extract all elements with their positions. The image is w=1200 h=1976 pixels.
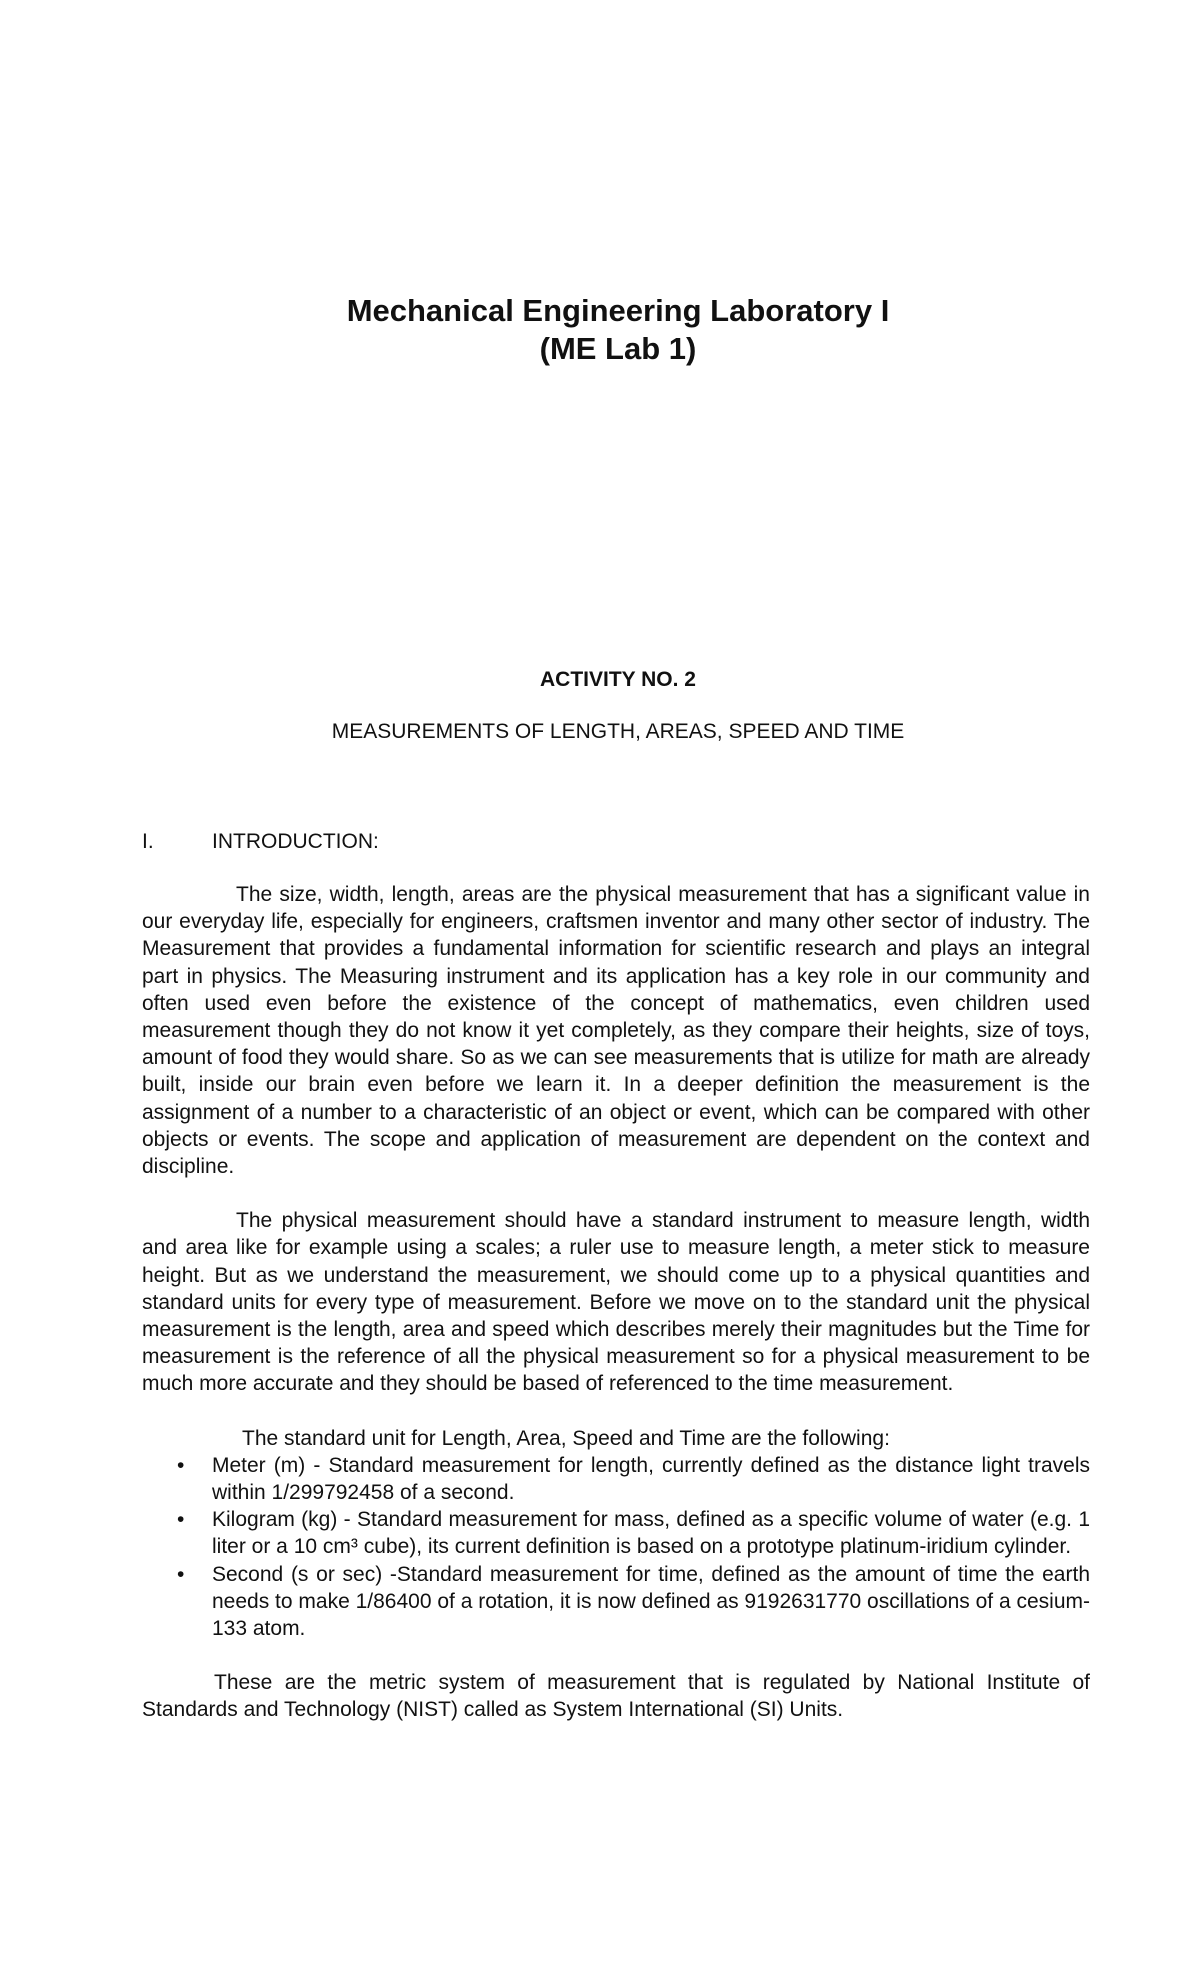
course-title: [0, 292, 1200, 368]
unit-kilogram: Kilogram (kg) - Standard measurement for mass, defined as a specific volume of water (e.g. 1 liter or a 10 cm³ cube), its current definition is based on a prototype platinum-iridium cylinder.: [212, 1508, 1090, 1559]
body-text: [142, 881, 1090, 1751]
units-list: [142, 1452, 1090, 1642]
activity-number: ACTIVITY NO. 2: [540, 668, 696, 691]
intro-paragraph-2: The physical measurement should have a standard instrument to measure length, width and area like for example using a scales; a ruler use to measure length, a meter stick to measure height. But as we understand the measurement, we should come up to a physical quantities and standard units for every type of measurement. Before we move on to the standard unit the physical measurement is the length, area and speed which describes merely their magnitudes but the Time for measurement is the reference of all the physical measurement so for a physical measurement to be much more accurate and they should be based of referenced to the time measurement.: [142, 1209, 1090, 1396]
closing-paragraph: These are the metric system of measurement that is regulated by National Institute of Standards and Technology (NIST) called as System International (SI) Units.: [142, 1671, 1090, 1722]
course-title-line1: Mechanical Engineering Laboratory I: [346, 293, 890, 328]
activity-title: MEASUREMENTS OF LENGTH, AREAS, SPEED AND TIME: [331, 720, 905, 743]
list-item: [142, 1452, 1090, 1506]
bullet-icon: •: [177, 1562, 185, 1586]
intro-paragraph-1: The size, width, length, areas are the physical measurement that has a significant value in our everyday life, especially for engineers, craftsmen inventor and many other sector of industry. The Measurement that provides a fundamental information for scientific research and plays an integral part in physics. The Measuring instrument and its application has a key role in our community and often used even before the existence of the concept of mathematics, even children used measurement though they do not know it yet completely, as they compare their heights, size of toys, amount of food they would share. So as we can see measurements that is utilize for math are already built, inside our brain even before we learn it. In a deeper definition the measurement is the assignment of a number to a characteristic of an object or event, which can be compared with other objects or events. The scope and application of measurement are dependent on the context and discipline.: [142, 883, 1090, 1179]
list-item: [142, 1506, 1090, 1560]
section-heading-text: INTRODUCTION:: [212, 830, 379, 853]
list-item: [142, 1561, 1090, 1643]
bullet-icon: •: [177, 1508, 185, 1532]
unit-second: Second (s or sec) -Standard measurement for time, defined as the amount of time the earth needs to make 1/86400 of a rotation, it is now defined as 9192631770 oscillations of a cesium-133 atom.: [212, 1562, 1090, 1641]
course-title-line2: (ME Lab 1): [539, 331, 697, 366]
units-list-intro: The standard unit for Length, Area, Speed and Time are the following:: [242, 1426, 890, 1450]
unit-meter: Meter (m) - Standard measurement for length, currently defined as the distance light travels within 1/299792458 of a second.: [212, 1453, 1090, 1505]
section-heading: [142, 829, 379, 855]
section-number: I.: [142, 830, 154, 853]
bullet-icon: •: [177, 1453, 185, 1477]
